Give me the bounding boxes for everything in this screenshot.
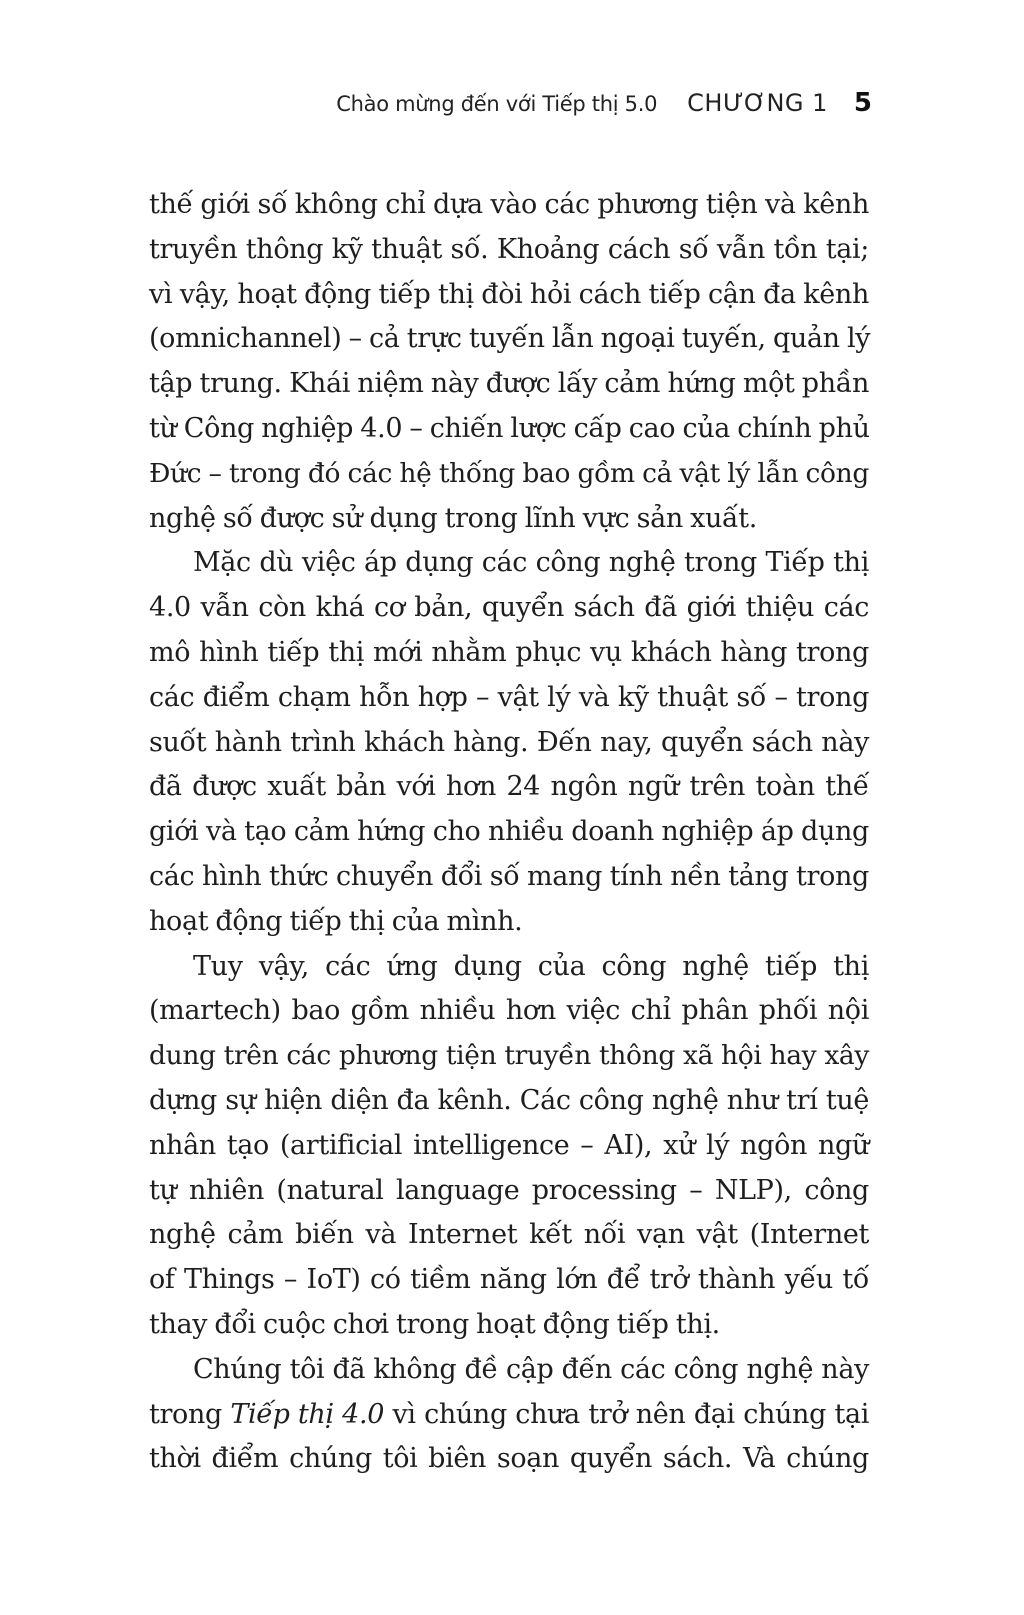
text-line: (omnichannel) – cả trực tuyến lẫn ngoại tuyến, quản lý (149, 323, 871, 355)
text-line: từ Công nghiệp 4.0 – chiến lược cấp cao của chính phủ (149, 412, 870, 444)
text-line: thay đổi cuộc chơi trong hoạt động tiếp thị. (149, 1308, 720, 1340)
running-header (336, 88, 872, 128)
text-line: hoạt động tiếp thị của mình. (149, 905, 523, 937)
paragraph-1 (149, 183, 869, 541)
text-line: đã được xuất bản với hơn 24 ngôn ngữ trên toàn thế (149, 771, 869, 803)
paragraph-2 (149, 541, 869, 944)
text-line: Tuy vậy, các ứng dụng của công nghệ tiếp thị (193, 950, 869, 982)
book-title-italic: Tiếp thị 4.0 (230, 1398, 385, 1430)
text-segment: vì chúng chưa trở nên đại chúng tại (384, 1398, 869, 1430)
page-number: 5 (853, 88, 872, 118)
text-line: vì vậy, hoạt động tiếp thị đòi hỏi cách tiếp cận đa kênh (149, 278, 869, 310)
text-line: mô hình tiếp thị mới nhằm phục vụ khách hàng trong (149, 636, 869, 668)
text-line: nhân tạo (artificial intelligence – AI), xử lý ngôn ngữ (149, 1129, 869, 1161)
running-title: Chào mừng đến với Tiếp thị 5.0 (336, 92, 658, 116)
text-line: dung trên các phương tiện truyền thông xã hội hay xây (149, 1040, 869, 1072)
text-line: 4.0 vẫn còn khá cơ bản, quyển sách đã giới thiệu các (149, 592, 869, 624)
text-line: Chúng tôi đã không đề cập đến các công nghệ này (193, 1353, 869, 1385)
paragraph-4 (149, 1348, 869, 1482)
text-line: các điểm chạm hỗn hợp – vật lý và kỹ thuật số – trong (149, 681, 869, 713)
text-line: (martech) bao gồm nhiều hơn việc chỉ phân phối nội (149, 995, 869, 1027)
text-line: suốt hành trình khách hàng. Đến nay, quyển sách này (149, 726, 869, 758)
text-line: nghệ số được sử dụng trong lĩnh vực sản xuất. (149, 502, 757, 534)
text-segment: trong (149, 1398, 231, 1430)
text-line: thế giới số không chỉ dựa vào các phương tiện và kênh (149, 189, 869, 220)
text-line: nghệ cảm biến và Internet kết nối vạn vật (Internet (149, 1219, 869, 1251)
text-line: Đức – trong đó các hệ thống bao gồm cả vật lý lẫn công (149, 457, 869, 489)
text-line: truyền thông kỹ thuật số. Khoảng cách số vẫn tồn tại; (149, 233, 869, 265)
paragraph-3 (149, 945, 869, 1348)
text-line-with-book-title (149, 1393, 869, 1438)
text-line: of Things – IoT) có tiềm năng lớn để trở thành yếu tố (149, 1264, 869, 1296)
text-line: dựng sự hiện diện đa kênh. Các công nghệ như trí tuệ (149, 1084, 869, 1116)
body-text (149, 183, 869, 1482)
text-line: tự nhiên (natural language processing – NLP), công (149, 1174, 869, 1206)
text-line: giới và tạo cảm hứng cho nhiều doanh nghiệp áp dụng (149, 816, 869, 848)
text-line: thời điểm chúng tôi biên soạn quyển sách. Và chúng (149, 1443, 869, 1475)
chapter-label: CHƯƠNG 1 (687, 89, 828, 117)
text-line: các hình thức chuyển đổi số mang tính nền tảng trong (149, 860, 869, 892)
text-line: Mặc dù việc áp dụng các công nghệ trong Tiếp thị (193, 547, 869, 579)
text-line: tập trung. Khái niệm này được lấy cảm hứng một phần (149, 368, 869, 400)
